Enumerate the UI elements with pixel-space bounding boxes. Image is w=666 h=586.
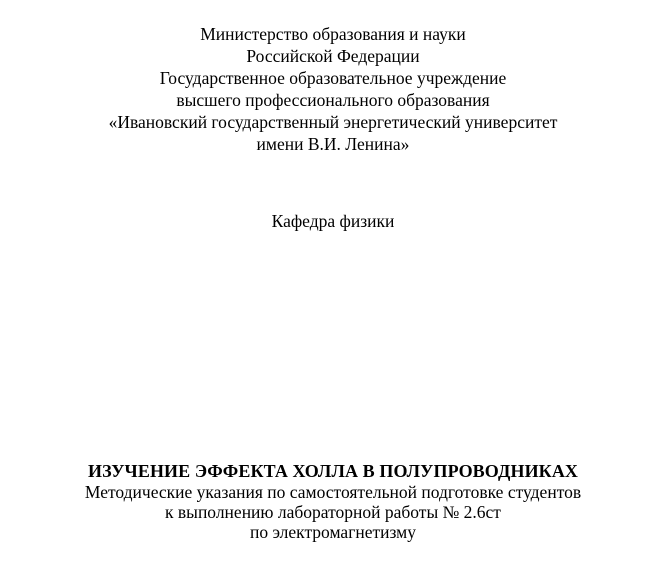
document-title-block (0, 460, 666, 542)
country-line: Российской Федерации (246, 46, 420, 66)
institution-type-line: Государственное образовательное учреждение (159, 68, 507, 88)
subtitle-line-1: Методические указания по самостоятельной подготовке студентов (84, 482, 582, 502)
subtitle-line-2: к выполнению лабораторной работы № 2.6ст (165, 502, 501, 522)
university-namesake-line: имени В.И. Ленина» (256, 134, 410, 154)
department-block (0, 210, 666, 232)
subtitle-line-3: по электромагнетизму (249, 522, 417, 542)
ministry-line: Министерство образования и науки (200, 24, 466, 44)
university-name-line: «Ивановский государственный энергетический университет (108, 112, 558, 132)
document-title: ИЗУЧЕНИЕ ЭФФЕКТА ХОЛЛА В ПОЛУПРОВОДНИКАХ (87, 461, 579, 481)
institution-header (0, 23, 666, 155)
department-name: Кафедра физики (271, 211, 395, 231)
education-level-line: высшего профессионального образования (176, 90, 490, 110)
